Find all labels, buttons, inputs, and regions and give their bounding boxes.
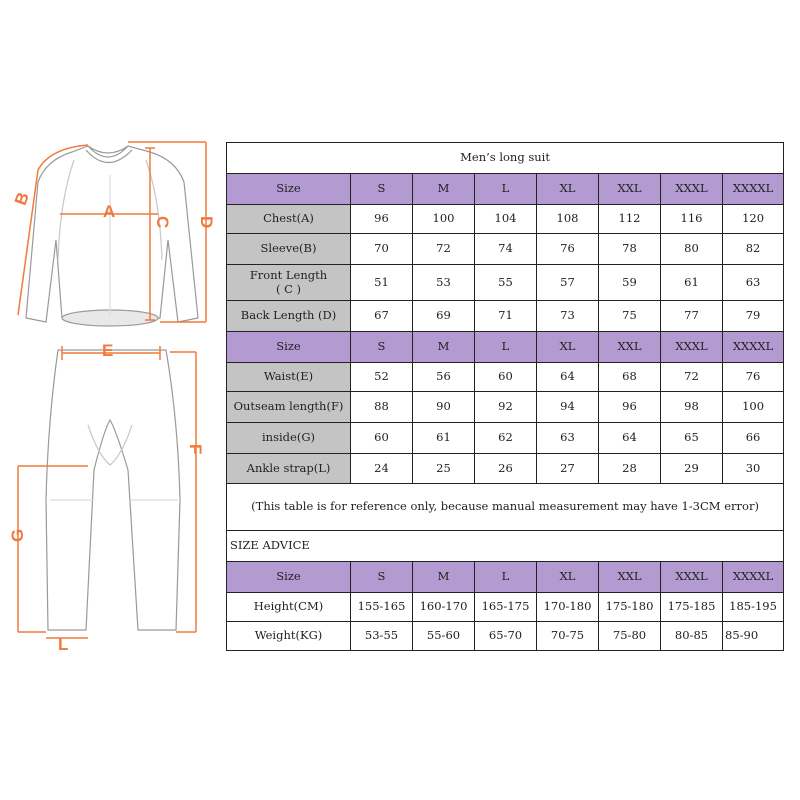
label-c: C xyxy=(153,216,172,229)
table-title: Men’s long suit xyxy=(227,143,784,174)
table-row-sleeve: Sleeve(B) 70 72 74 76 78 80 82 xyxy=(227,234,784,265)
label-a: A xyxy=(103,202,116,221)
table-row-back-length: Back Length (D) 67 69 71 73 75 77 79 xyxy=(227,301,784,332)
label-e: E xyxy=(102,341,114,360)
size-advice-title: SIZE ADVICE xyxy=(227,531,784,562)
pants-illustration xyxy=(46,350,180,630)
label-d: D xyxy=(197,216,216,229)
table-row-height: Height(CM) 155-165 160-170 165-175 170-180 175-180 175-185 185-195 xyxy=(227,593,784,622)
table-row-chest: Chest(A) 96 100 104 108 112 116 120 xyxy=(227,205,784,234)
label-l: L xyxy=(58,635,69,654)
table-row-inside: inside(G) 60 61 62 63 64 65 66 xyxy=(227,423,784,454)
measurement-diagram xyxy=(0,0,230,800)
label-b: B xyxy=(10,189,33,208)
label-f: F xyxy=(186,444,205,455)
front-length-label-line1: Front Length xyxy=(249,268,328,283)
size-header-row-advice: Size S M L XL XXL XXXL XXXXL xyxy=(227,562,784,593)
front-length-label-line2: ( C ) xyxy=(275,281,302,296)
size-header-row: Size S M L XL XXL XXXL XXXXL xyxy=(227,174,784,205)
table-row-front-length: Front Length ( C ) 51 53 55 57 59 61 63 xyxy=(227,265,784,301)
table-row-waist: Waist(E) 52 56 60 64 68 72 76 xyxy=(227,363,784,392)
table-row-weight: Weight(KG) 53-55 55-60 65-70 70-75 75-80 80-85 85-90 xyxy=(227,622,784,651)
reference-note: (This table is for reference only, because manual measurement may have 1-3CM error) xyxy=(227,484,784,531)
label-g: G xyxy=(8,528,27,542)
size-header-row-pants: Size S M L XL XXL XXXL XXXXL xyxy=(227,332,784,363)
jersey-illustration xyxy=(26,146,198,326)
size-chart-table xyxy=(226,142,784,651)
table-row-ankle-strap: Ankle strap(L) 24 25 26 27 28 29 30 xyxy=(227,454,784,484)
table-row-outseam: Outseam length(F) 88 90 92 94 96 98 100 xyxy=(227,392,784,423)
